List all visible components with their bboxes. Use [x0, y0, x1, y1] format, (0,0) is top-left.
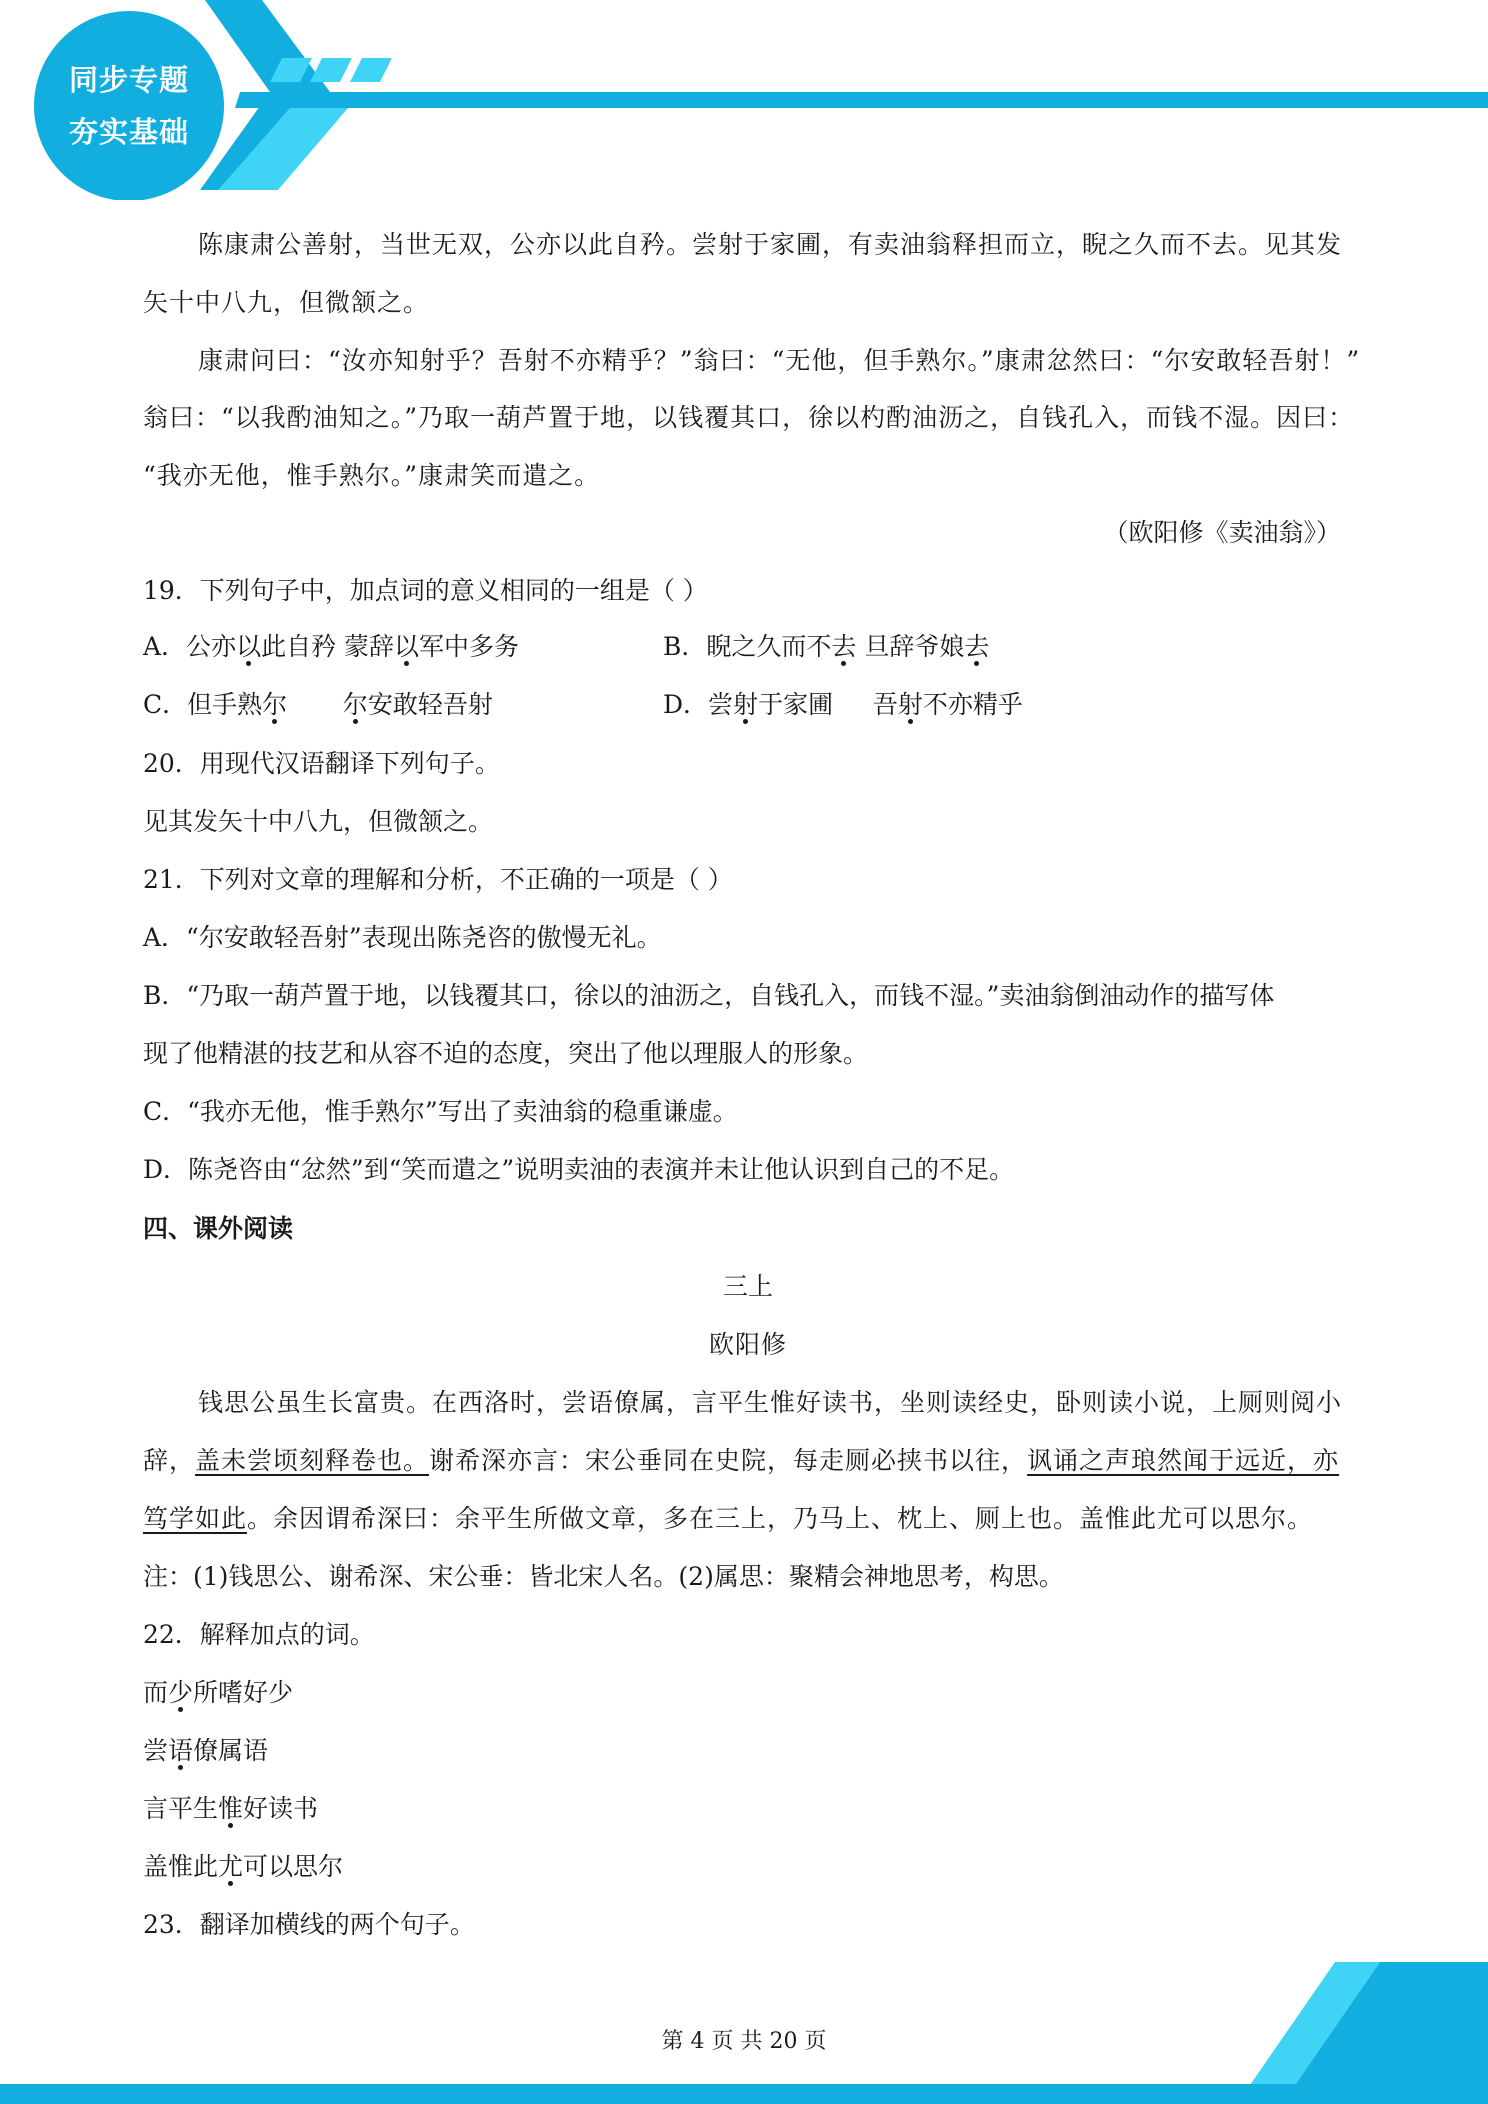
header-badge	[36, 22, 222, 190]
badge-line-1: 同步专题	[68, 63, 189, 97]
page-number: 第 4 页 共 20 页	[661, 2029, 827, 2054]
q20-sentence: 见其发矢十中八九，但微颔之。	[143, 807, 494, 836]
header-slash-2	[310, 58, 352, 82]
q19-options-ab	[143, 630, 1353, 664]
q21-stem: 21．下列对文章的理解和分析，不正确的一项是（ ）	[143, 865, 733, 894]
q21-option-b: B．“乃取一葫芦置于地，以钱覆其口，徐以的油沥之，自钱孔入，而钱不湿。”卖油翁倒油动作的描写体	[143, 981, 1275, 1010]
q19-option-a: A．公亦以此自矜 蒙辞以军中多务	[143, 632, 520, 661]
q22-stem: 22．解释加点的词。	[143, 1620, 375, 1649]
underlined-sentence-1: 盖未尝顷刻释卷也。	[195, 1446, 430, 1475]
passage2-line: 钱思公虽生长富贵。在西洛时，尝语僚属，言平生惟好读书，坐则读经史，卧则读小说，上厕则阅小	[198, 1388, 1343, 1417]
q21-option-a: A．“尔安敢轻吾射”表现出陈尧咨的傲慢无礼。	[143, 923, 662, 952]
q19-stem: 19．下列句子中，加点词的意义相同的一组是（ ）	[143, 576, 708, 605]
article-title: 三上	[722, 1272, 773, 1301]
q22-item: 言平生惟好读书	[143, 1794, 319, 1823]
q22-item: 尝语僚属语	[143, 1736, 269, 1765]
header-slash-3	[350, 58, 392, 82]
q22-item: 而少所嗜好少	[143, 1678, 294, 1707]
q21-option-c: C．“我亦无他，惟手熟尔”写出了卖油翁的稳重谦虚。	[143, 1097, 738, 1126]
q20-stem: 20．用现代汉语翻译下列句子。	[143, 749, 500, 778]
underlined-sentence-2-cont: 笃学如此	[143, 1504, 248, 1533]
passage1-line: 翁曰：“以我酌油知之。”乃取一葫芦置于地，以钱覆其口，徐以杓酌油沥之，自钱孔入，而钱不湿。因曰：	[143, 403, 1355, 432]
q19-option-d: D．尝射于家圃 吾射不亦精乎	[663, 690, 1023, 719]
passage2-note: 注：(1)钱思公、谢希深、宋公垂：皆北宋人名。(2)属思：聚精会神地思考，构思。	[143, 1562, 1064, 1591]
q21-option-b-cont: 现了他精湛的技艺和从容不迫的态度，突出了他以理服人的形象。	[143, 1039, 869, 1068]
underlined-sentence-2: 讽诵之声琅然闻于远近，亦	[1027, 1446, 1340, 1475]
q23-stem: 23．翻译加横线的两个句子。	[143, 1910, 475, 1939]
q19-option-c: C．但手熟尔 尔安敢轻吾射	[143, 690, 493, 719]
passage2-line: 笃学如此。余因谓希深曰：余平生所做文章，多在三上，乃马上、枕上、厕上也。盖惟此尤可以思尔。	[143, 1504, 1314, 1533]
q22-item: 盖惟此尤可以思尔	[143, 1852, 344, 1881]
passage1-line: 矢十中八九，但微颔之。	[143, 288, 430, 317]
article-author: 欧阳修	[708, 1330, 787, 1359]
footer-bar	[0, 2084, 1488, 2104]
header-stripe	[235, 92, 1488, 108]
passage2-line: 辞，盖未尝顷刻释卷也。谢希深亦言：宋公垂同在史院，每走厕必挟书以往，讽诵之声琅然闻于远近，亦	[143, 1446, 1340, 1475]
section-heading: 四、课外阅读	[143, 1214, 294, 1243]
header-decoration	[0, 0, 1488, 200]
passage1-line: “我亦无他，惟手熟尔。”康肃笑而遣之。	[143, 461, 601, 490]
passage1-source: （欧阳修《卖油翁》）	[1103, 518, 1341, 547]
q21-option-d: D．陈尧咨由“忿然”到“笑而遣之”说明卖油的表演并未让他认识到自己的不足。	[143, 1155, 1015, 1184]
passage1-line: 康肃问曰：“汝亦知射乎？吾射不亦精乎？”翁曰：“无他，但手熟尔。”康肃忿然曰：“尔安敢轻吾射！”	[198, 346, 1361, 375]
q19-option-b: B．睨之久而不去 旦辞爷娘去	[663, 632, 990, 661]
q19-options-cd	[143, 688, 1353, 722]
passage1-line: 陈康肃公善射，当世无双，公亦以此自矜。尝射于家圃，有卖油翁释担而立，睨之久而不去。见其发	[198, 230, 1343, 259]
badge-line-2: 夯实基础	[68, 115, 189, 149]
